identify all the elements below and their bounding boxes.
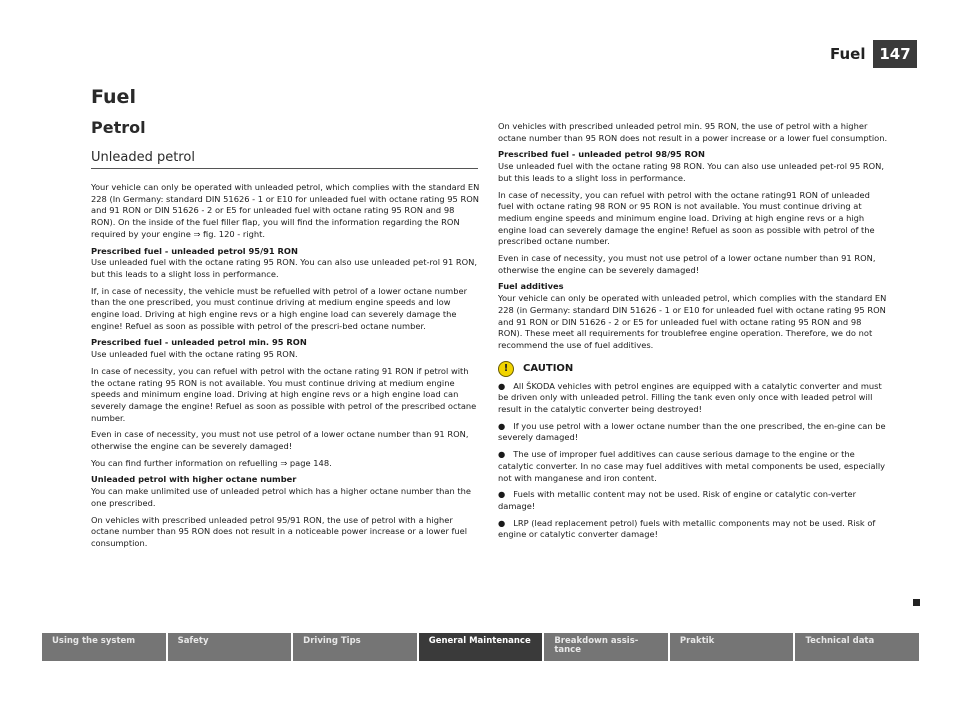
left-paragraph: Use unleaded fuel with the octane rating 95 RON. You can also use unleaded pet-rol 91 RON, but this leads to a slight loss in performance. — [91, 257, 478, 279]
bullet-icon: ● — [498, 489, 506, 500]
caution-item-text: Fuels with metallic content may not be used. Risk of engine or catalytic con-verter damage! — [498, 489, 856, 511]
caution-title: CAUTION — [523, 362, 574, 374]
left-paragraph: Use unleaded fuel with the octane rating 95 RON. — [91, 349, 298, 360]
caution-item-text: If you use petrol with a lower octane number than the one prescribed, the en-gine can be severely damaged! — [498, 420, 886, 443]
caution-heading — [498, 361, 888, 377]
right-paragraph: Your vehicle can only be operated with unleaded petrol, which complies with the standard EN 228 (in Germany: standard DIN 51626 - 1 or E10 for unleaded fuel with octane rating 95 RON and 91 RON or DIN 51626 - 2 or E5 for unleaded fuel with octane rating 95 RON and 98 RON). These meet all requirements for troublefree engine operation. Therefore, we do not recommend the use of fuel additives. — [498, 293, 887, 350]
bullet-icon: ● — [498, 449, 506, 460]
left-paragraph: You can make unlimited use of unleaded petrol which has a higher octane number than the one prescribed. — [91, 486, 471, 508]
section-end-marker — [913, 599, 920, 606]
nav-tab-general-maintenance[interactable]: General Maintenance — [419, 633, 545, 661]
right-paragraph: Use unleaded fuel with the octane rating 98 RON. You can also use unleaded pet-rol 95 RON, but this leads to a slight loss in performance. — [498, 161, 885, 183]
bullet-icon: ● — [498, 420, 506, 431]
left-subheading: Prescribed fuel - unleaded petrol min. 95 RON — [91, 337, 307, 348]
nav-tab-safety[interactable]: Safety — [168, 633, 294, 661]
running-header-title: Fuel — [830, 45, 866, 63]
caution-item-text: The use of improper fuel additives can cause serious damage to the engine or the catalytic converter. In no case may fuel additives with metal components be used, especially not with manganese and iron content. — [498, 449, 886, 483]
left-paragraph: You can find further information on refuelling ⇒ page 148. — [91, 457, 332, 468]
nav-tab-driving-tips[interactable]: Driving Tips — [293, 633, 419, 661]
caution-item — [498, 449, 888, 484]
caution-icon: ! — [498, 361, 514, 377]
right-subheading: Fuel additives — [498, 281, 564, 292]
left-paragraph: On vehicles with prescribed unleaded petrol 95/91 RON, the use of petrol with a higher octane number than 95 RON does not result in a noticeable power increase or a lower fuel consumption. — [91, 514, 468, 548]
caution-item — [498, 489, 888, 512]
chapter-heading: Fuel — [91, 86, 136, 108]
caution-item — [498, 518, 888, 541]
nav-tab-praktik[interactable]: Praktik — [670, 633, 796, 661]
subsection-heading: Unleaded petrol — [91, 150, 195, 165]
right-paragraph: On vehicles with prescribed unleaded petrol min. 95 RON, the use of petrol with a higher octane number than 95 RON does not result in a power increase or a lower fuel consumption. — [498, 121, 888, 143]
nav-tab-breakdown-assis-tance[interactable]: Breakdown assis-tance — [544, 633, 670, 661]
left-paragraph: If, in case of necessity, the vehicle must be refuelled with petrol of a lower octane number than the one prescribed, you must continue driving at medium engine speeds and low engine load. Driving at high engine revs or a high engine load can severely damage the engine! Refuel as soon as possible with petrol of the prescri-bed octane number. — [91, 285, 467, 331]
chapter-nav-bar — [42, 633, 919, 661]
caution-item-text: All ŠKODA vehicles with petrol engines are equipped with a catalytic converter and must be driven only with unleaded petrol. Filling the tank even only once with leaded petrol will result in the catalytic converter being destroyed! — [498, 380, 882, 415]
right-paragraph: In case of necessity, you can refuel with petrol with the octane rating91 RON of unleaded fuel with octane rating 98 RON or 95 RON is not available. You must continue driving at medium engine speeds and minimum engine load. Driving at high engine revs or a high engine load can severely damage the engine! Refuel as soon as possible with petrol of the prescribed octane number. — [498, 189, 875, 247]
heading-divider — [91, 168, 478, 169]
left-text-column — [91, 182, 481, 555]
right-text-column — [498, 121, 888, 546]
right-subheading: Prescribed fuel - unleaded petrol 98/95 RON — [498, 149, 705, 160]
left-paragraph: Your vehicle can only be operated with unleaded petrol, which complies with the standard EN 228 (In Germany: standard DIN 51626 - 1 or E10 for unleaded fuel with octane rating 95 RON and 91 RON or DIN 51626 - 2 or E5 for unleaded fuel with octane rating 95 RON and 98 RON). On the inside of the fuel filler flap, you will find the information regarding the RON required by your engine ⇒ fig. 120 - right. — [91, 182, 480, 239]
bullet-icon: ● — [498, 380, 506, 391]
left-paragraph: In case of necessity, you can refuel with petrol with the octane rating 91 RON if petrol with the octane rating 95 RON is not available. You must continue driving at medium engine speeds and minimum engine load. Driving at high engine revs or a high engine load can severely damage the engine! Refuel as soon as possible with petrol of the prescribed octane number. — [91, 365, 477, 423]
nav-tab-technical-data[interactable]: Technical data — [795, 633, 919, 661]
left-paragraph: Even in case of necessity, you must not use petrol of a lower octane number than 91 RON, otherwise the engine can be severely damaged! — [91, 429, 469, 452]
left-subheading: Prescribed fuel - unleaded petrol 95/91 RON — [91, 245, 298, 256]
left-subheading: Unleaded petrol with higher octane number — [91, 474, 297, 485]
caution-item — [498, 421, 888, 444]
caution-list — [498, 381, 888, 541]
section-heading: Petrol — [91, 118, 146, 137]
caution-item — [498, 381, 888, 416]
right-paragraph: Even in case of necessity, you must not use petrol of a lower octane number than 91 RON, otherwise the engine can be severely damaged! — [498, 253, 876, 275]
page-number: 147 — [873, 40, 917, 68]
nav-tab-using-the-system[interactable]: Using the system — [42, 633, 168, 661]
bullet-icon: ● — [498, 517, 506, 528]
caution-item-text: LRP (lead replacement petrol) fuels with metallic components may not be used. Risk of engine or catalytic converter damage! — [498, 517, 876, 540]
